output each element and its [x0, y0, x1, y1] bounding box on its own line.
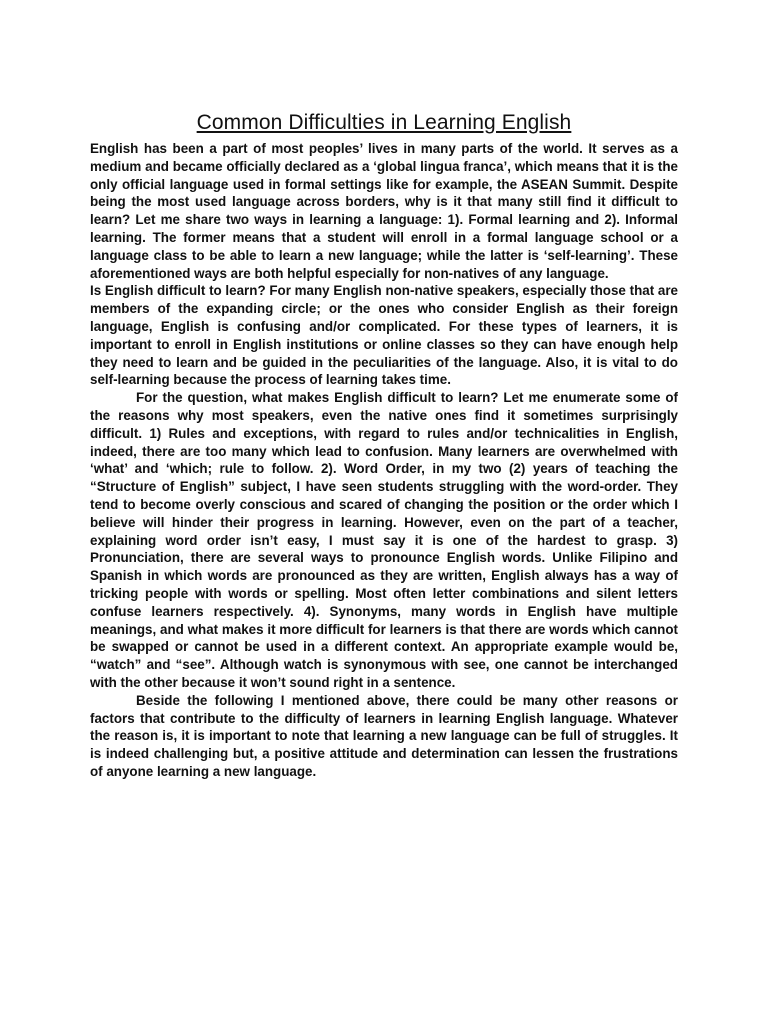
paragraph-4: Beside the following I mentioned above, there could be many other reasons or factors that contribute to the difficulty of learners in learning English language. Whatever the reason is, it is important to note that learning a new language can be full of struggles. It is indeed challenging but, a positive attitude and determination can lessen the frustrations of anyone learning a new language.	[90, 692, 678, 779]
paragraph-1: English has been a part of most peoples’ lives in many parts of the world. It serves as a medium and became officially declared as a ‘global lingua franca’, which means that it is the only official language used in formal settings like for example, the ASEAN Summit. Despite being the most used language across borders, why is it that many still find it difficult to learn? Let me share two ways in learning a language: 1). Formal learning and 2). Informal learning. The former means that a student will enroll in a formal language school or a language class to be able to learn a new language; while the latter is ‘self-learning’. These aforementioned ways are both helpful especially for non-natives of any language.	[90, 141, 678, 281]
paragraph-2: Is English difficult to learn? For many English non-native speakers, especially those that are members of the expanding circle; or the ones who consider English as their foreign language, English is confusing and/or complicated. For these types of learners, it is important to enroll in English institutions or online classes so they can have enough help they need to learn and be guided in the peculiarities of the language. Also, it is vital to do self-learning because the process of learning takes time.	[90, 283, 678, 388]
document-title: Common Difficulties in Learning English	[196, 111, 572, 134]
document-page	[90, 110, 678, 781]
paragraph-3: For the question, what makes English difficult to learn? Let me enumerate some of the reasons why most speakers, even the native ones find it sometimes surprisingly difficult. 1) Rules and exceptions, with regard to rules and/or technicalities in English, indeed, there are too many which lead to confusion. Many learners are overwhelmed with ‘what’ and ‘which; rule to follow. 2). Word Order, in my two (2) years of teaching the “Structure of English” subject, I have seen students struggling with the word-order. They tend to become overly conscious and scared of changing the position or the order which I believe will hinder their progress in learning. However, even on the part of a teacher, explaining word order isn’t easy, I must say it is one of the hardest to grasp. 3) Pronunciation, there are several ways to pronounce English words. Unlike Filipino and Spanish in which words are pronounced as they are written, English always has a way of tricking people with words or spelling. Most often letter combinations and silent letters confuse learners respectively. 4). Synonyms, many words in English have multiple meanings, and what makes it more difficult for learners is that there are words which cannot be swapped or cannot be used in a different context. An appropriate example would be, “watch” and “see”. Although watch is synonymous with see, one cannot be interchanged with the other because it won’t sound right in a sentence.	[90, 390, 678, 690]
